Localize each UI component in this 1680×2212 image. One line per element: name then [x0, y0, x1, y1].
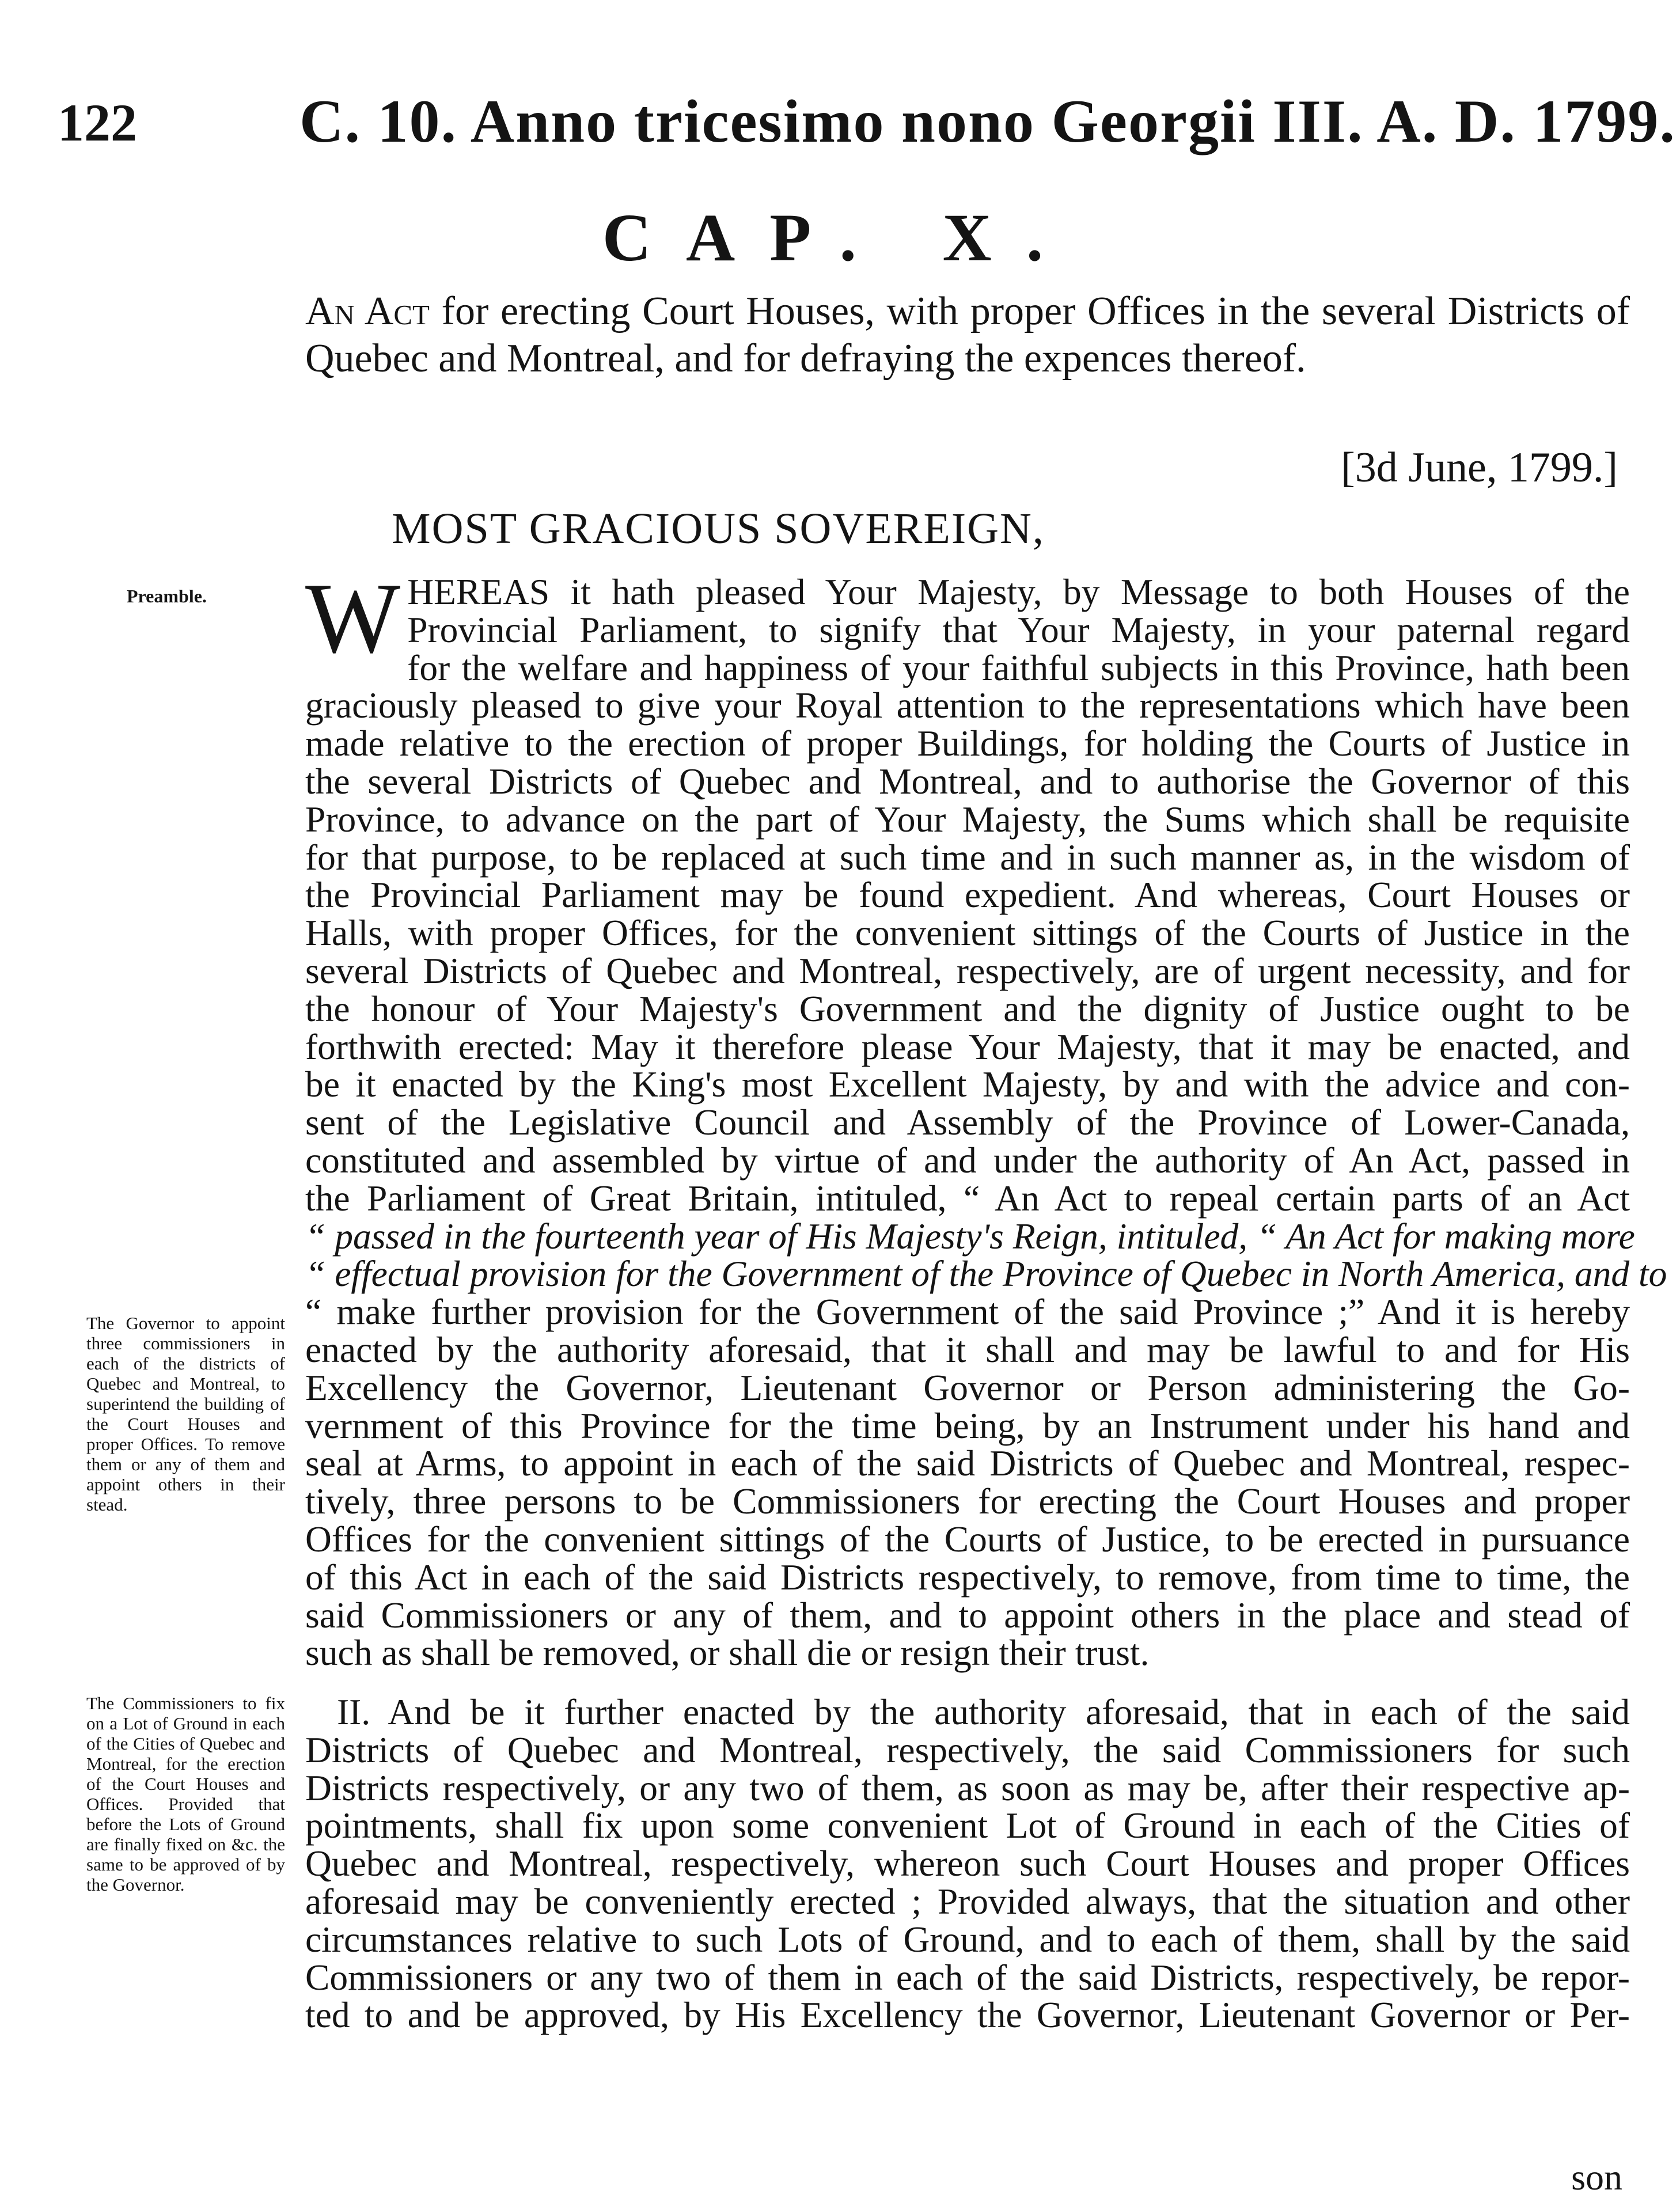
act-date: [3d June, 1799.]: [1341, 444, 1618, 491]
drop-cap: W: [305, 562, 401, 674]
text-line: Offices for the convenient sittings of the Courts of Justice, to be erected in pursuance: [305, 1518, 1630, 1560]
text-line: vernment of this Province for the time being, by an Instrument under his hand and: [305, 1405, 1630, 1446]
text-line: the several Districts of Quebec and Montreal, and to authorise the Governor of this: [305, 760, 1630, 802]
catchword: son: [1571, 2157, 1622, 2198]
preamble-paragraph: [305, 562, 1667, 1674]
chapter-heading: CAP. X.: [602, 200, 1078, 275]
text-line: pointments, shall fix upon some convenient Lot of Ground in each of the Cities of: [305, 1805, 1630, 1846]
text-line: seal at Arms, to appoint in each of the said Districts of Quebec and Montreal, respec-: [305, 1443, 1630, 1484]
text-line: the honour of Your Majesty's Government and the dignity of Justice ought to be: [305, 988, 1630, 1029]
text-line: Districts of Quebec and Montreal, respectively, the said Commissioners for such: [305, 1729, 1630, 1770]
text-line: made relative to the erection of proper Buildings, for holding the Courts of Justice in: [305, 723, 1630, 764]
text-line: “ passed in the fourteenth year of His Majesty's Reign, intituled, “ An Act for making more: [305, 1215, 1635, 1257]
text-line: be it enacted by the King's most Excellent Majesty, by and with the advice and con-: [305, 1064, 1630, 1105]
page-number: 122: [58, 93, 137, 152]
section-2-paragraph: [305, 1693, 1630, 2034]
text-line: HEREAS it hath pleased Your Majesty, by Message to both Houses of the: [407, 571, 1630, 612]
text-line: forthwith erected: May it therefore please Your Majesty, that it may be enacted, and: [305, 1026, 1630, 1067]
text-line: graciously pleased to give your Royal attention to the representations which have been: [305, 685, 1630, 726]
text-line: Commissioners or any two of them in each of the said Districts, respectively, be repor-: [305, 1956, 1630, 1998]
act-title-text: for erecting Court Houses, with proper Offices in the several Districts of Quebec and Montreal, and for defraying the expences thereof.: [305, 289, 1630, 381]
act-title-lead: An Act: [305, 289, 430, 333]
page-header: [58, 86, 1676, 184]
text-line: enacted by the authority aforesaid, that it shall and may be lawful to and for His: [305, 1329, 1630, 1370]
text-line: Province, to advance on the part of Your Majesty, the Sums which shall be requisite: [305, 798, 1630, 840]
text-line: aforesaid may be conveniently erected ; Provided always, that the situation and other: [305, 1880, 1630, 1922]
margin-note-fix-lot-of-ground: The Commissioners to fix on a Lot of Ground in each of the Cities of Quebec and Montreal, for the erection of the Court Houses and Offices. Provided that before the Lots of Ground are finally fixed on &c. the same to be approved of by the Governor.: [86, 1693, 285, 1895]
text-line: for the welfare and happiness of your faithful subjects in this Province, hath been: [407, 647, 1630, 688]
text-line: sent of the Legislative Council and Assembly of the Province of Lower-Canada,: [305, 1102, 1630, 1143]
margin-note-preamble: Preamble.: [127, 586, 207, 606]
text-line: for that purpose, to be replaced at such time and in such manner as, in the wisdom of: [305, 836, 1630, 878]
text-line: Quebec and Montreal, respectively, whereon such Court Houses and proper Offices: [305, 1843, 1630, 1884]
text-line: of this Act in each of the said Districts respectively, to remove, from time to time, the: [305, 1556, 1630, 1598]
text-line: Districts respectively, or any two of them, as soon as may be, after their respective ap-: [305, 1767, 1630, 1808]
text-line: such as shall be removed, or shall die or resign their trust.: [305, 1632, 1150, 1674]
act-title: [305, 288, 1630, 382]
text-line: ted to and be approved, by His Excellency the Governor, Lieutenant Governor or Per-: [305, 1994, 1630, 2036]
text-line: Excellency the Governor, Lieutenant Governor or Person administering the Go-: [305, 1367, 1630, 1408]
margin-note-appoint-commissioners: The Governor to appoint three commissioners in each of the districts of Quebec and Montreal, to superintend the building of the Court Houses and proper Offices. To remove them or any of them and appoint others in their stead.: [86, 1313, 285, 1515]
salutation: MOST GRACIOUS SOVEREIGN,: [392, 504, 1045, 553]
text-line: II. And be it further enacted by the authority aforesaid, that in each of the said: [337, 1691, 1630, 1732]
text-line: “ effectual provision for the Government of the Province of Quebec in North America, and to: [305, 1253, 1667, 1295]
text-line: Provincial Parliament, to signify that Your Majesty, in your paternal regard: [407, 609, 1630, 650]
running-title: C. 10. Anno tricesimo nono Georgii III. A. D. 1799.: [299, 88, 1676, 155]
text-line: “ make further provision for the Government of the said Province ;” And it is hereby: [305, 1291, 1630, 1333]
text-line: the Provincial Parliament may be found expedient. And whereas, Court Houses or: [305, 874, 1630, 916]
text-line: constituted and assembled by virtue of and under the authority of An Act, passed in: [305, 1139, 1630, 1181]
text-line: circumstances relative to such Lots of Ground, and to each of them, shall by the said: [305, 1918, 1630, 1960]
text-line: Halls, with proper Offices, for the convenient sittings of the Courts of Justice in the: [305, 912, 1630, 954]
text-line: tively, three persons to be Commissioners for erecting the Court Houses and proper: [305, 1481, 1630, 1522]
text-line: said Commissioners or any of them, and to appoint others in the place and stead of: [305, 1594, 1630, 1636]
text-line: several Districts of Quebec and Montreal, respectively, are of urgent necessity, and for: [305, 950, 1630, 991]
text-line: the Parliament of Great Britain, intituled, “ An Act to repeal certain parts of an Act: [305, 1177, 1630, 1219]
